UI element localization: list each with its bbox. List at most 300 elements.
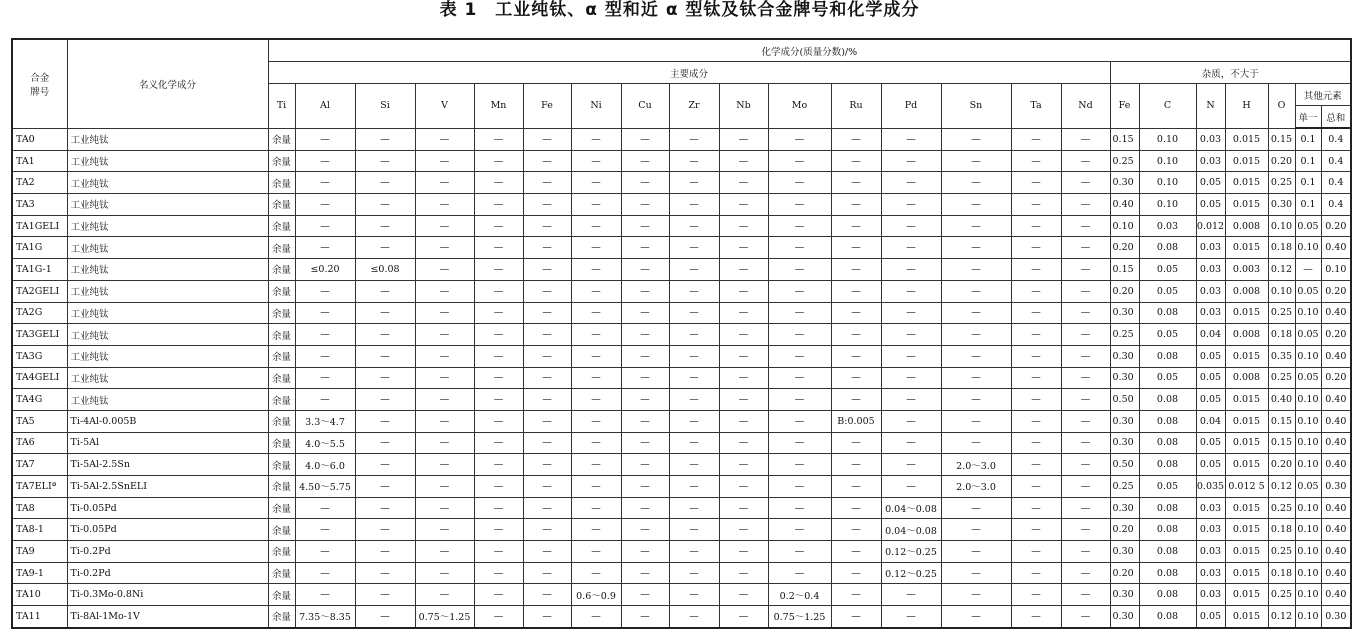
value-cell: — — [415, 367, 474, 389]
value-cell: 0.15 — [1268, 128, 1295, 150]
value-cell: — — [621, 280, 669, 302]
value-cell: 0.40 — [1321, 497, 1351, 519]
value-cell: 0.12 — [1268, 476, 1295, 498]
value-cell: — — [415, 215, 474, 237]
value-cell: 余量 — [268, 497, 295, 519]
value-cell: — — [719, 215, 768, 237]
value-cell: — — [1011, 237, 1061, 259]
value-cell: 0.012 5 — [1225, 476, 1268, 498]
value-cell: — — [719, 345, 768, 367]
value-cell: — — [831, 454, 881, 476]
value-cell: — — [474, 584, 523, 606]
value-cell: — — [768, 280, 831, 302]
value-cell: 0.05 — [1196, 454, 1225, 476]
value-cell: — — [474, 562, 523, 584]
value-cell: — — [415, 497, 474, 519]
value-cell: 3.3～4.7 — [295, 410, 355, 432]
value-cell: — — [831, 584, 881, 606]
header-main-ru: Ru — [831, 84, 881, 129]
value-cell: 0.30 — [1110, 302, 1139, 324]
value-cell: — — [621, 432, 669, 454]
value-cell: — — [719, 259, 768, 281]
value-cell: — — [1061, 562, 1110, 584]
value-cell: — — [474, 128, 523, 150]
value-cell: — — [719, 454, 768, 476]
value-cell: — — [719, 432, 768, 454]
value-cell: — — [621, 410, 669, 432]
value-cell: — — [881, 367, 941, 389]
value-cell: 0.10 — [1295, 410, 1321, 432]
value-cell: — — [768, 237, 831, 259]
value-cell: — — [719, 367, 768, 389]
value-cell: — — [941, 194, 1011, 216]
value-cell: — — [355, 584, 415, 606]
header-grade-line1: 合金 — [30, 72, 50, 84]
value-cell: — — [474, 324, 523, 346]
value-cell: — — [523, 302, 571, 324]
value-cell: — — [295, 324, 355, 346]
value-cell: — — [523, 606, 571, 628]
value-cell: — — [831, 128, 881, 150]
value-cell: — — [1011, 150, 1061, 172]
value-cell: 0.30 — [1110, 367, 1139, 389]
header-other-elements: 其他元素 — [1295, 84, 1351, 106]
value-cell: 0.10 — [1139, 150, 1196, 172]
value-cell: — — [415, 519, 474, 541]
value-cell: 0.08 — [1139, 519, 1196, 541]
header-other-single: 单一 — [1295, 106, 1321, 129]
table-row — [12, 454, 1351, 476]
value-cell: — — [881, 432, 941, 454]
value-cell: 0.40 — [1321, 432, 1351, 454]
value-cell: 0.08 — [1139, 562, 1196, 584]
value-cell: 0.05 — [1196, 606, 1225, 628]
value-cell: 0.05 — [1196, 389, 1225, 411]
value-cell: — — [1011, 562, 1061, 584]
header-composition: 化学成分(质量分数)/% — [268, 39, 1351, 62]
value-cell: 0.15 — [1268, 410, 1295, 432]
value-cell: 0.25 — [1268, 497, 1295, 519]
header-main-mo: Mo — [768, 84, 831, 129]
value-cell: — — [669, 432, 719, 454]
value-cell: — — [941, 562, 1011, 584]
value-cell: — — [415, 541, 474, 563]
value-cell: 0.40 — [1321, 454, 1351, 476]
value-cell: — — [621, 606, 669, 628]
value-cell: 余量 — [268, 194, 295, 216]
value-cell: — — [621, 519, 669, 541]
nominal-cell: 工业纯钛 — [67, 150, 268, 172]
value-cell: 0.50 — [1110, 454, 1139, 476]
value-cell: — — [768, 194, 831, 216]
value-cell: 0.25 — [1110, 476, 1139, 498]
value-cell: 0.05 — [1295, 476, 1321, 498]
value-cell: — — [571, 215, 621, 237]
nominal-cell: Ti-4Al-0.005B — [67, 410, 268, 432]
value-cell: 0.015 — [1225, 519, 1268, 541]
value-cell: 0.10 — [1295, 237, 1321, 259]
value-cell: 0.18 — [1268, 562, 1295, 584]
value-cell: — — [571, 454, 621, 476]
value-cell: — — [571, 128, 621, 150]
value-cell: 0.15 — [1110, 128, 1139, 150]
value-cell: — — [941, 497, 1011, 519]
header-impurity: 杂质，不大于 — [1110, 62, 1351, 84]
value-cell: — — [669, 367, 719, 389]
table-row — [12, 302, 1351, 324]
value-cell: — — [474, 497, 523, 519]
value-cell: — — [571, 497, 621, 519]
table-row — [12, 606, 1351, 628]
value-cell: 余量 — [268, 345, 295, 367]
value-cell: — — [881, 172, 941, 194]
value-cell: — — [415, 432, 474, 454]
value-cell: — — [474, 454, 523, 476]
nominal-cell: 工业纯钛 — [67, 259, 268, 281]
value-cell: 2.0～3.0 — [941, 476, 1011, 498]
value-cell: — — [295, 280, 355, 302]
value-cell: 0.2～0.4 — [768, 584, 831, 606]
value-cell: — — [415, 150, 474, 172]
value-cell: — — [474, 280, 523, 302]
value-cell: — — [295, 367, 355, 389]
value-cell: — — [474, 237, 523, 259]
value-cell: 0.1 — [1295, 172, 1321, 194]
value-cell: — — [941, 606, 1011, 628]
value-cell: — — [295, 150, 355, 172]
value-cell: 0.4 — [1321, 128, 1351, 150]
value-cell: — — [881, 606, 941, 628]
value-cell: 0.4 — [1321, 172, 1351, 194]
value-cell: — — [355, 324, 415, 346]
value-cell: — — [768, 562, 831, 584]
value-cell: — — [355, 606, 415, 628]
value-cell: — — [1011, 259, 1061, 281]
value-cell: — — [571, 194, 621, 216]
value-cell: 0.15 — [1110, 259, 1139, 281]
value-cell: — — [669, 150, 719, 172]
value-cell: — — [881, 476, 941, 498]
grade-cell: TA3GELI — [12, 324, 67, 346]
grade-cell: TA9-1 — [12, 562, 67, 584]
value-cell: — — [1011, 280, 1061, 302]
value-cell: ≤0.08 — [355, 259, 415, 281]
value-cell: 0.40 — [1268, 389, 1295, 411]
value-cell: — — [831, 562, 881, 584]
value-cell: — — [474, 519, 523, 541]
value-cell: 0.015 — [1225, 584, 1268, 606]
value-cell: — — [1011, 432, 1061, 454]
value-cell: 0.12 — [1268, 606, 1295, 628]
value-cell: — — [415, 389, 474, 411]
value-cell: 4.0～5.5 — [295, 432, 355, 454]
value-cell: — — [881, 259, 941, 281]
grade-cell: TA4GELI — [12, 367, 67, 389]
value-cell: — — [719, 541, 768, 563]
grade-cell: TA1 — [12, 150, 67, 172]
grade-cell: TA1GELI — [12, 215, 67, 237]
value-cell: — — [474, 194, 523, 216]
value-cell: — — [768, 345, 831, 367]
value-cell: — — [1061, 410, 1110, 432]
value-cell: — — [941, 541, 1011, 563]
table-row — [12, 367, 1351, 389]
value-cell: 0.04～0.08 — [881, 519, 941, 541]
value-cell: — — [474, 345, 523, 367]
value-cell: — — [881, 410, 941, 432]
value-cell: — — [768, 519, 831, 541]
value-cell: — — [1011, 302, 1061, 324]
value-cell: — — [1295, 259, 1321, 281]
value-cell: 余量 — [268, 215, 295, 237]
value-cell: — — [621, 454, 669, 476]
value-cell: — — [295, 562, 355, 584]
value-cell: — — [831, 237, 881, 259]
table-row — [12, 150, 1351, 172]
value-cell: — — [719, 150, 768, 172]
value-cell: — — [768, 259, 831, 281]
value-cell: — — [669, 519, 719, 541]
nominal-cell: Ti-5Al-2.5SnELI — [67, 476, 268, 498]
value-cell: — — [1061, 389, 1110, 411]
header-main: 主要成分 — [268, 62, 1110, 84]
value-cell: — — [355, 345, 415, 367]
value-cell: 0.30 — [1110, 541, 1139, 563]
value-cell: — — [768, 541, 831, 563]
value-cell: — — [295, 194, 355, 216]
value-cell: 0.05 — [1139, 476, 1196, 498]
value-cell: 0.05 — [1295, 367, 1321, 389]
value-cell: — — [1011, 215, 1061, 237]
value-cell: — — [941, 280, 1011, 302]
value-cell: 0.08 — [1139, 606, 1196, 628]
value-cell: 0.40 — [1110, 194, 1139, 216]
header-main-ta: Ta — [1011, 84, 1061, 129]
value-cell: — — [719, 128, 768, 150]
grade-cell: TA1G — [12, 237, 67, 259]
value-cell: 0.08 — [1139, 345, 1196, 367]
value-cell: — — [1061, 606, 1110, 628]
nominal-cell: 工业纯钛 — [67, 302, 268, 324]
value-cell: — — [831, 367, 881, 389]
value-cell: — — [768, 410, 831, 432]
table-row — [12, 280, 1351, 302]
value-cell: — — [355, 280, 415, 302]
header-impurity-fe: Fe — [1110, 84, 1139, 129]
value-cell: — — [669, 324, 719, 346]
value-cell: 余量 — [268, 302, 295, 324]
value-cell: — — [415, 280, 474, 302]
value-cell: — — [355, 172, 415, 194]
value-cell: 余量 — [268, 562, 295, 584]
value-cell: 余量 — [268, 432, 295, 454]
value-cell: 0.05 — [1139, 367, 1196, 389]
value-cell: 0.30 — [1110, 584, 1139, 606]
value-cell: 0.25 — [1268, 541, 1295, 563]
value-cell: 0.015 — [1225, 302, 1268, 324]
value-cell: 0.25 — [1268, 302, 1295, 324]
value-cell: 0.30 — [1110, 497, 1139, 519]
table-row — [12, 389, 1351, 411]
value-cell: — — [295, 215, 355, 237]
value-cell: 7.35～8.35 — [295, 606, 355, 628]
nominal-cell: 工业纯钛 — [67, 324, 268, 346]
grade-cell: TA4G — [12, 389, 67, 411]
value-cell: 0.03 — [1196, 541, 1225, 563]
grade-cell: TA3G — [12, 345, 67, 367]
value-cell: — — [295, 584, 355, 606]
value-cell: 0.10 — [1268, 280, 1295, 302]
value-cell: — — [621, 324, 669, 346]
value-cell: — — [621, 150, 669, 172]
value-cell: — — [621, 215, 669, 237]
value-cell: 0.008 — [1225, 280, 1268, 302]
value-cell: — — [1061, 432, 1110, 454]
value-cell: — — [831, 280, 881, 302]
value-cell: 0.08 — [1139, 541, 1196, 563]
header-main-ti: Ti — [268, 84, 295, 129]
header-main-zr: Zr — [669, 84, 719, 129]
value-cell: — — [941, 389, 1011, 411]
grade-cell: TA10 — [12, 584, 67, 606]
value-cell: 0.40 — [1321, 541, 1351, 563]
value-cell: — — [523, 172, 571, 194]
value-cell: 0.10 — [1139, 172, 1196, 194]
value-cell: 余量 — [268, 367, 295, 389]
value-cell: — — [523, 584, 571, 606]
header-main-ni: Ni — [571, 84, 621, 129]
value-cell: — — [669, 259, 719, 281]
value-cell: — — [474, 259, 523, 281]
value-cell: 0.10 — [1110, 215, 1139, 237]
value-cell: 0.30 — [1110, 606, 1139, 628]
value-cell: — — [1011, 606, 1061, 628]
value-cell: — — [621, 172, 669, 194]
value-cell: 0.40 — [1321, 302, 1351, 324]
nominal-cell: Ti-5Al — [67, 432, 268, 454]
value-cell: — — [1011, 367, 1061, 389]
value-cell: — — [355, 302, 415, 324]
value-cell: — — [1011, 324, 1061, 346]
value-cell: B:0.005 — [831, 410, 881, 432]
value-cell: — — [415, 302, 474, 324]
value-cell: — — [831, 541, 881, 563]
value-cell: — — [831, 150, 881, 172]
grade-cell: TA11 — [12, 606, 67, 628]
value-cell: — — [768, 324, 831, 346]
header-impurity-n: N — [1196, 84, 1225, 129]
value-cell: 0.20 — [1110, 562, 1139, 584]
value-cell: — — [621, 302, 669, 324]
value-cell: — — [1011, 454, 1061, 476]
value-cell: — — [523, 389, 571, 411]
value-cell: — — [523, 541, 571, 563]
value-cell: — — [1011, 476, 1061, 498]
grade-cell: TA7ELIª — [12, 476, 67, 498]
value-cell: 0.30 — [1110, 345, 1139, 367]
table-row — [12, 432, 1351, 454]
value-cell: 0.40 — [1321, 584, 1351, 606]
value-cell: — — [719, 194, 768, 216]
value-cell: 0.008 — [1225, 367, 1268, 389]
value-cell: — — [474, 606, 523, 628]
value-cell: — — [415, 324, 474, 346]
value-cell: — — [621, 389, 669, 411]
value-cell: — — [415, 194, 474, 216]
value-cell: — — [571, 541, 621, 563]
value-cell: 0.10 — [1295, 541, 1321, 563]
value-cell: 0.10 — [1321, 259, 1351, 281]
value-cell: 0.05 — [1139, 324, 1196, 346]
value-cell: — — [523, 519, 571, 541]
value-cell: — — [415, 584, 474, 606]
value-cell: 0.6～0.9 — [571, 584, 621, 606]
value-cell: — — [415, 237, 474, 259]
value-cell: — — [355, 497, 415, 519]
nominal-cell: Ti-0.3Mo-0.8Ni — [67, 584, 268, 606]
value-cell: 余量 — [268, 172, 295, 194]
table-row — [12, 172, 1351, 194]
value-cell: — — [355, 541, 415, 563]
value-cell: 0.008 — [1225, 324, 1268, 346]
value-cell: 0.1 — [1295, 194, 1321, 216]
nominal-cell: 工业纯钛 — [67, 280, 268, 302]
value-cell: — — [719, 584, 768, 606]
value-cell: 0.1 — [1295, 128, 1321, 150]
value-cell: 0.1 — [1295, 150, 1321, 172]
value-cell: — — [621, 476, 669, 498]
value-cell: — — [523, 280, 571, 302]
value-cell: — — [719, 302, 768, 324]
value-cell: — — [295, 541, 355, 563]
value-cell: — — [621, 194, 669, 216]
value-cell: 0.05 — [1295, 324, 1321, 346]
value-cell: — — [621, 562, 669, 584]
value-cell: — — [523, 237, 571, 259]
value-cell: — — [719, 476, 768, 498]
value-cell: 0.20 — [1110, 519, 1139, 541]
value-cell: 0.08 — [1139, 454, 1196, 476]
value-cell: — — [295, 172, 355, 194]
value-cell: — — [1011, 389, 1061, 411]
value-cell: — — [941, 432, 1011, 454]
value-cell: — — [621, 128, 669, 150]
value-cell: 0.10 — [1295, 497, 1321, 519]
nominal-cell: 工业纯钛 — [67, 215, 268, 237]
value-cell: — — [881, 584, 941, 606]
value-cell: — — [881, 324, 941, 346]
value-cell: 0.20 — [1321, 215, 1351, 237]
value-cell: — — [831, 432, 881, 454]
nominal-cell: 工业纯钛 — [67, 194, 268, 216]
value-cell: — — [295, 302, 355, 324]
value-cell: — — [719, 389, 768, 411]
value-cell: 0.10 — [1295, 432, 1321, 454]
value-cell: — — [941, 324, 1011, 346]
value-cell: 0.08 — [1139, 302, 1196, 324]
nominal-cell: Ti-0.05Pd — [67, 497, 268, 519]
nominal-cell: 工业纯钛 — [67, 128, 268, 150]
grade-cell: TA0 — [12, 128, 67, 150]
value-cell: — — [831, 519, 881, 541]
value-cell: — — [831, 345, 881, 367]
value-cell: — — [571, 345, 621, 367]
value-cell: 2.0～3.0 — [941, 454, 1011, 476]
value-cell: 0.03 — [1139, 215, 1196, 237]
value-cell: — — [768, 172, 831, 194]
header-other-total: 总和 — [1321, 106, 1351, 129]
value-cell: 余量 — [268, 237, 295, 259]
